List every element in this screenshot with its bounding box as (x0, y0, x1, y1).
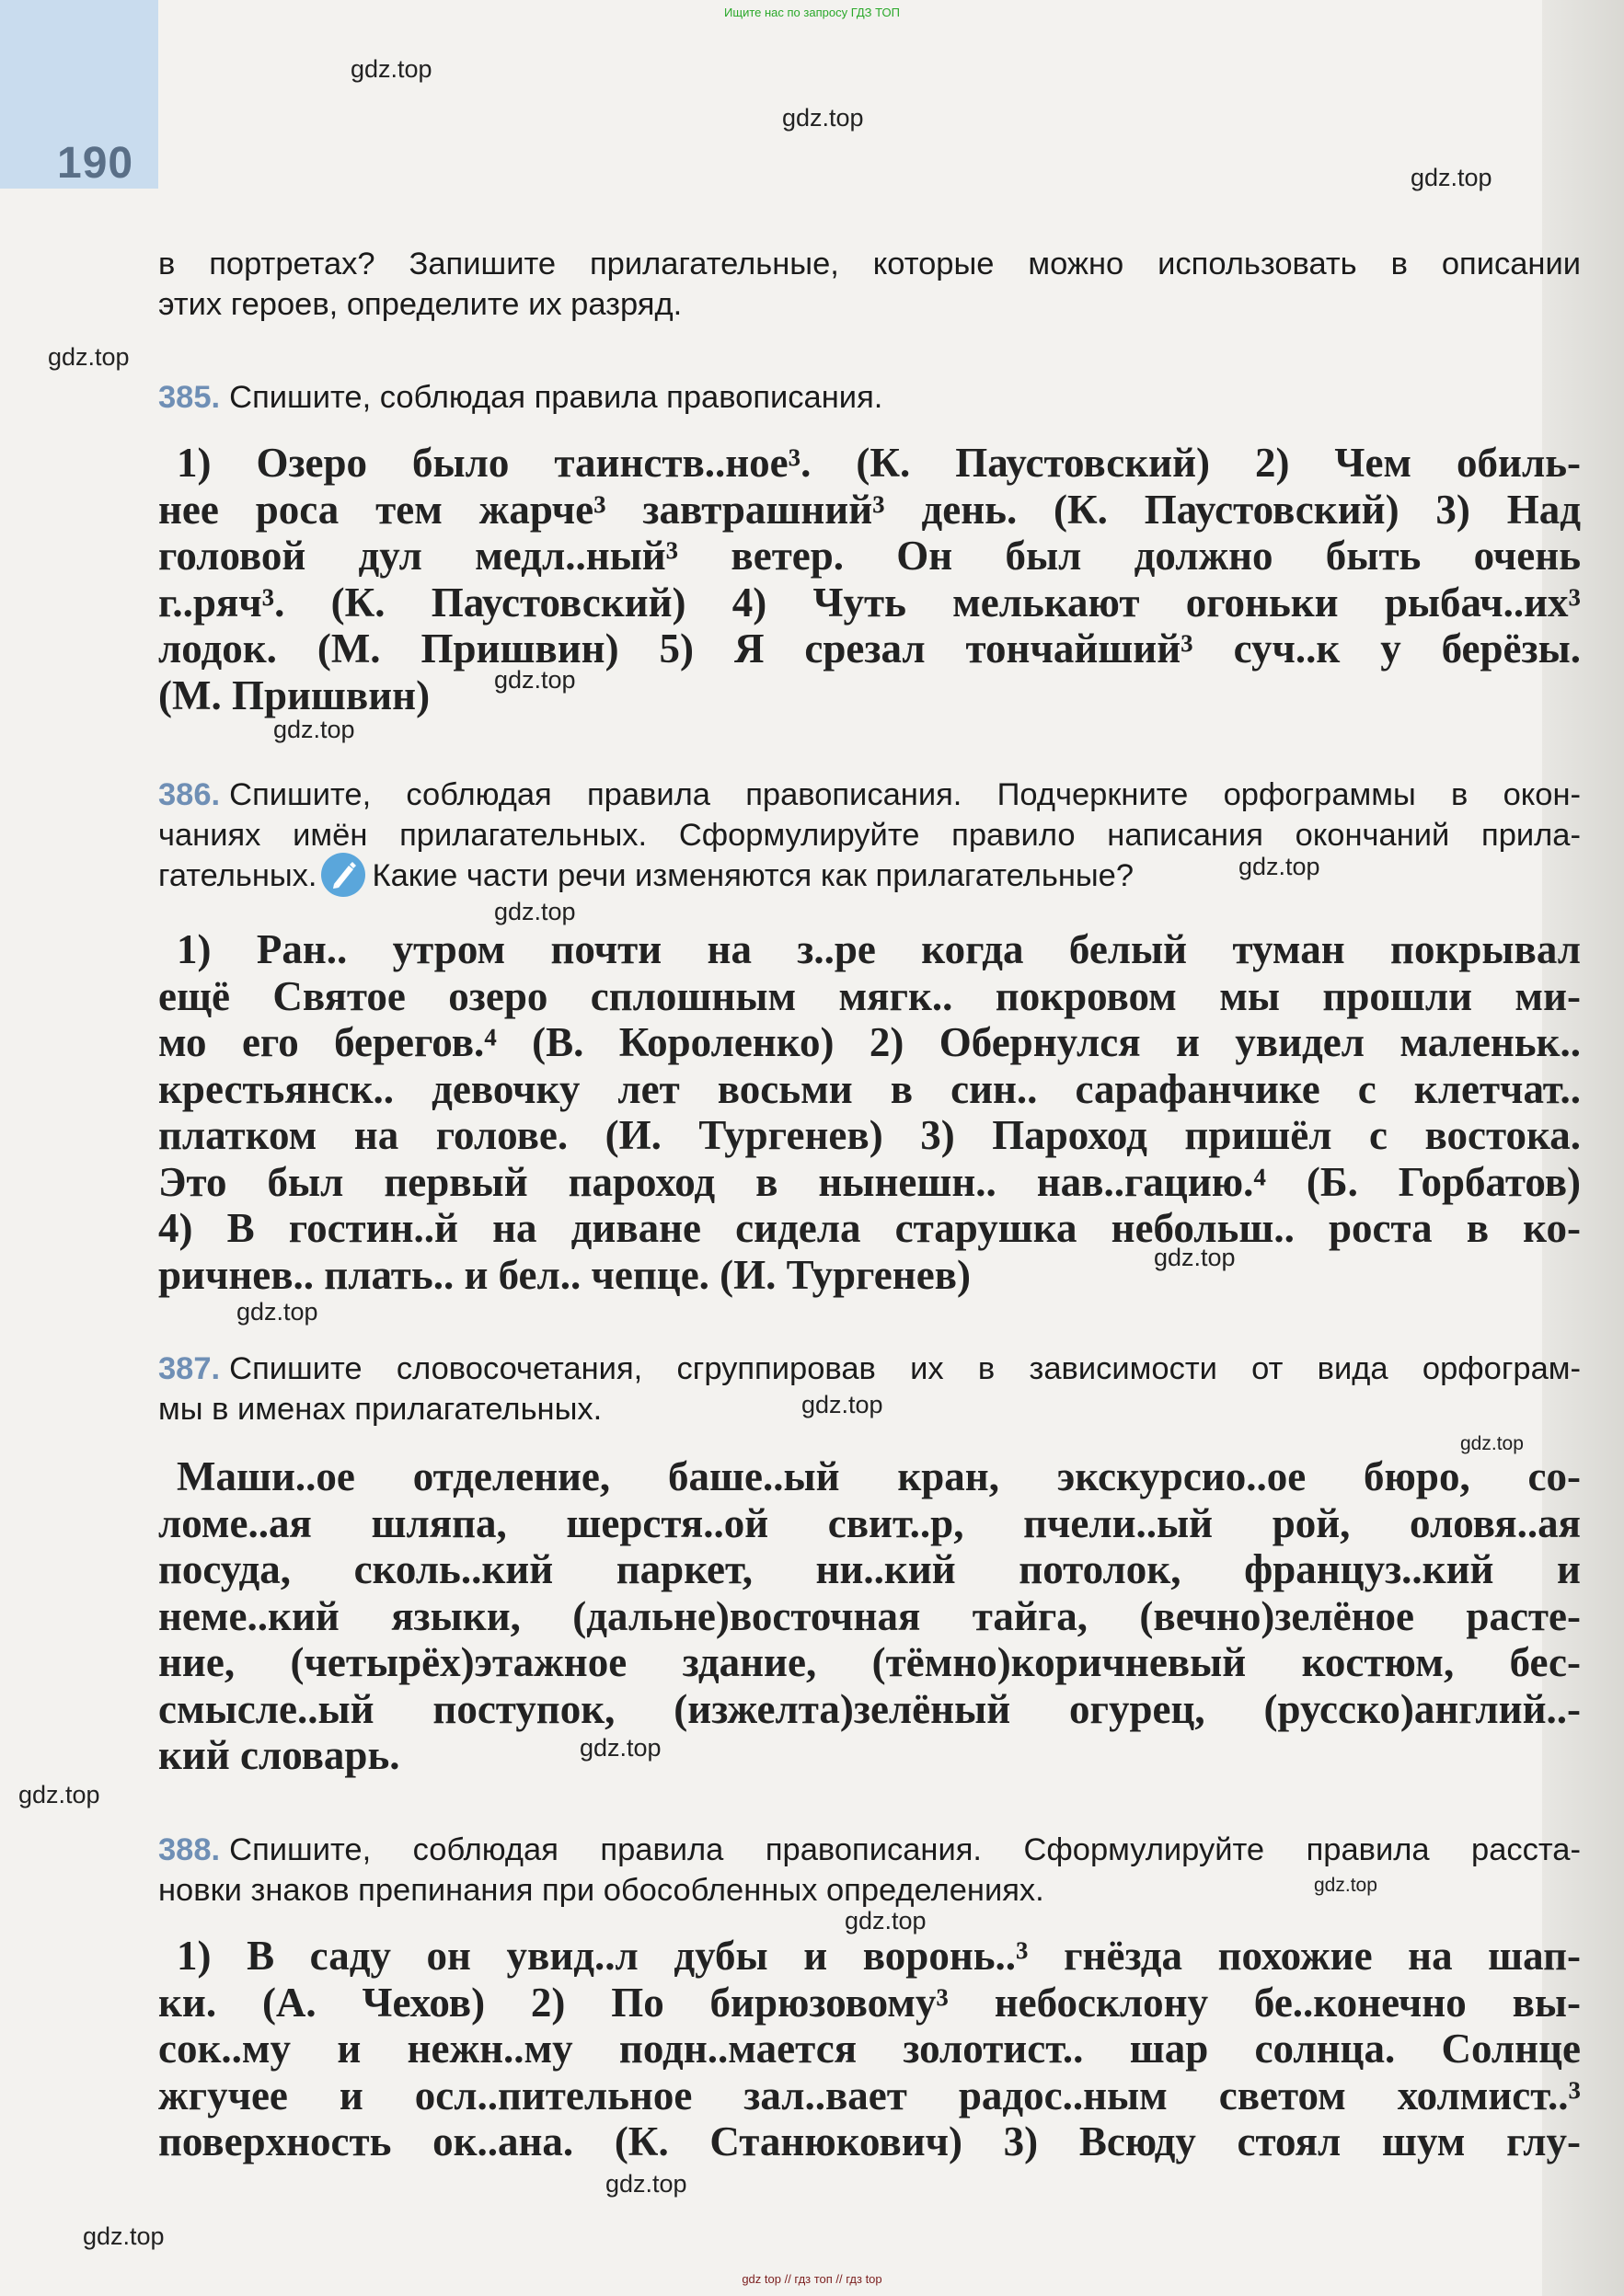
exercise-number: 386. (158, 777, 221, 812)
text-line: г..ряч³. (К. Паустовский) 4) Чуть мелькают огоньки рыбач..их³ (158, 579, 1581, 626)
text-line: (М. Пришвин) (158, 672, 431, 718)
watermark: gdz.top (782, 104, 864, 132)
exercise-task: Спишите, соблюдая правила правописания. Сформулируйте правила расста- (229, 1832, 1581, 1867)
text-line: смысле..ый поступок, (изжелта)зелёный огурец, (русско)англий..- (158, 1685, 1581, 1732)
exercise-385-text (158, 440, 1581, 718)
top-banner: Ищите нас по запросу ГДЗ ТОП (724, 6, 900, 19)
text-line: чаниях имён прилагательных. Сформулируйте правило написания окончаний прила- (158, 818, 1581, 853)
exercise-task: Спишите, соблюдая правила правописания. (229, 380, 883, 415)
pencil-icon (321, 853, 365, 897)
watermark: gdz.top (236, 1298, 318, 1326)
text-line: посуда, сколь..кий паркет, ни..кий потолок, француз..кий и (158, 1546, 1581, 1592)
watermark: gdz.top (273, 716, 355, 743)
watermark: gdz.top (18, 1781, 100, 1808)
watermark: gdz.top (1154, 1244, 1236, 1271)
text-line: головой дул медл..ный³ ветер. Он был должно быть очень (158, 533, 1581, 579)
text-line: ки. (А. Чехов) 2) По бирюзовому³ небосклону бе..конечно вы- (158, 1979, 1581, 2026)
page-number: 190 (57, 139, 134, 188)
text-line: 1) В саду он увид..л дубы и воронь..³ гнёзда похожие на шап- (177, 1933, 1581, 1979)
text-line: крестьянск.. девочку лет восьми в син.. сарафанчике с клетчат.. (158, 1065, 1581, 1112)
text-line: новки знаков препинания при обособленных определениях. (158, 1873, 1044, 1908)
text-line: гательных. (158, 858, 317, 894)
watermark: gdz.top (1411, 164, 1492, 191)
watermark: gdz.top (48, 343, 130, 371)
exercise-number: 388. (158, 1832, 221, 1867)
text-line: этих героев, определите их разряд. (158, 287, 683, 322)
exercise-387-text (158, 1453, 1581, 1779)
text-line: 4) В гостин..й на диване сидела старушка небольш.. роста в ко- (158, 1205, 1581, 1251)
text-line: ричнев.. плать.. и бел.. чепце. (И. Тургенев) (158, 1251, 971, 1298)
exercise-task: Спишите, соблюдая правила правописания. Подчеркните орфограммы в окон- (229, 777, 1581, 812)
exercise-number: 385. (158, 380, 221, 415)
text-line: сок..му и нежн..му подн..мается золотист.. шар солнца. Солнце (158, 2026, 1581, 2072)
exercise-number: 387. (158, 1351, 221, 1386)
exercise-question: Какие части речи изменяются как прилагательные? (372, 858, 1134, 894)
text-line: жгучее и осл..пительное зал..вает радос..ным светом холмист..³ (158, 2072, 1581, 2118)
exercise-385-task (158, 377, 1581, 418)
text-line: лодок. (М. Пришвин) 5) Я срезал тончайший³ суч..к у берёзы. (158, 626, 1581, 672)
watermark: gdz.top (580, 1734, 662, 1762)
text-line: Маши..ое отделение, баше..ый кран, экскурсио..ое бюро, со- (177, 1453, 1581, 1499)
text-line: поверхность ок..ана. (К. Станюкович) 3) Всюду стоял шум глу- (158, 2118, 1581, 2164)
watermark: gdz.top (351, 55, 432, 83)
text-line: Это был первый пароход в нынешн.. нав..гацию.⁴ (Б. Горбатов) (158, 1158, 1581, 1205)
exercise-388-task (158, 1830, 1581, 1911)
text-line: в портретах? Запишите прилагательные, которые можно использовать в описании (158, 247, 1581, 281)
watermark: gdz.top (494, 898, 576, 925)
exercise-386-task (158, 775, 1581, 900)
bottom-banner: gdz top // гдз топ // гдз top (742, 2272, 882, 2286)
text-line: 1) Ран.. утром почти на з..ре когда белый туман покрывал (177, 926, 1581, 972)
exercise-386-text (158, 926, 1581, 1298)
text-line: ние, (четырёх)этажное здание, (тёмно)коричневый костюм, бес- (158, 1639, 1581, 1685)
exercise-task: Спишите словосочетания, сгруппировав их в зависимости от вида орфограм- (229, 1351, 1581, 1386)
watermark: gdz.top (801, 1391, 883, 1418)
watermark: gdz.top (605, 2170, 687, 2198)
watermark: gdz.top (494, 666, 576, 694)
watermark: gdz.top (83, 2222, 165, 2250)
watermark: gdz.top (845, 1907, 927, 1934)
text-line: 1) Озеро было таинств..ное³. (К. Паустовский) 2) Чем обиль- (177, 440, 1581, 486)
watermark: gdz.top (1460, 1433, 1524, 1454)
text-line: ломе..ая шляпа, шерстя..ой свит..р, пчели..ый рой, оловя..ая (158, 1499, 1581, 1546)
exercise-387-task (158, 1349, 1581, 1429)
text-line: ещё Святое озеро сплошным мягк.. покровом мы прошли ми- (158, 972, 1581, 1019)
text-line: неме..кий языки, (дальне)восточная тайга, (вечно)зелёное расте- (158, 1592, 1581, 1639)
watermark: gdz.top (1314, 1875, 1377, 1896)
intro-text (158, 244, 1581, 325)
text-line: нее роса тем жарче³ завтрашний³ день. (К. Паустовский) 3) Над (158, 486, 1581, 533)
text-line: мы в именах прилагательных. (158, 1392, 603, 1427)
watermark: gdz.top (1238, 853, 1320, 880)
text-line: кий словарь. (158, 1732, 400, 1778)
text-line: платком на голове. (И. Тургенев) 3) Пароход пришёл с востока. (158, 1112, 1581, 1158)
text-line: мо его берегов.⁴ (В. Короленко) 2) Обернулся и увидел маленьк.. (158, 1019, 1581, 1065)
exercise-388-text (158, 1933, 1581, 2165)
